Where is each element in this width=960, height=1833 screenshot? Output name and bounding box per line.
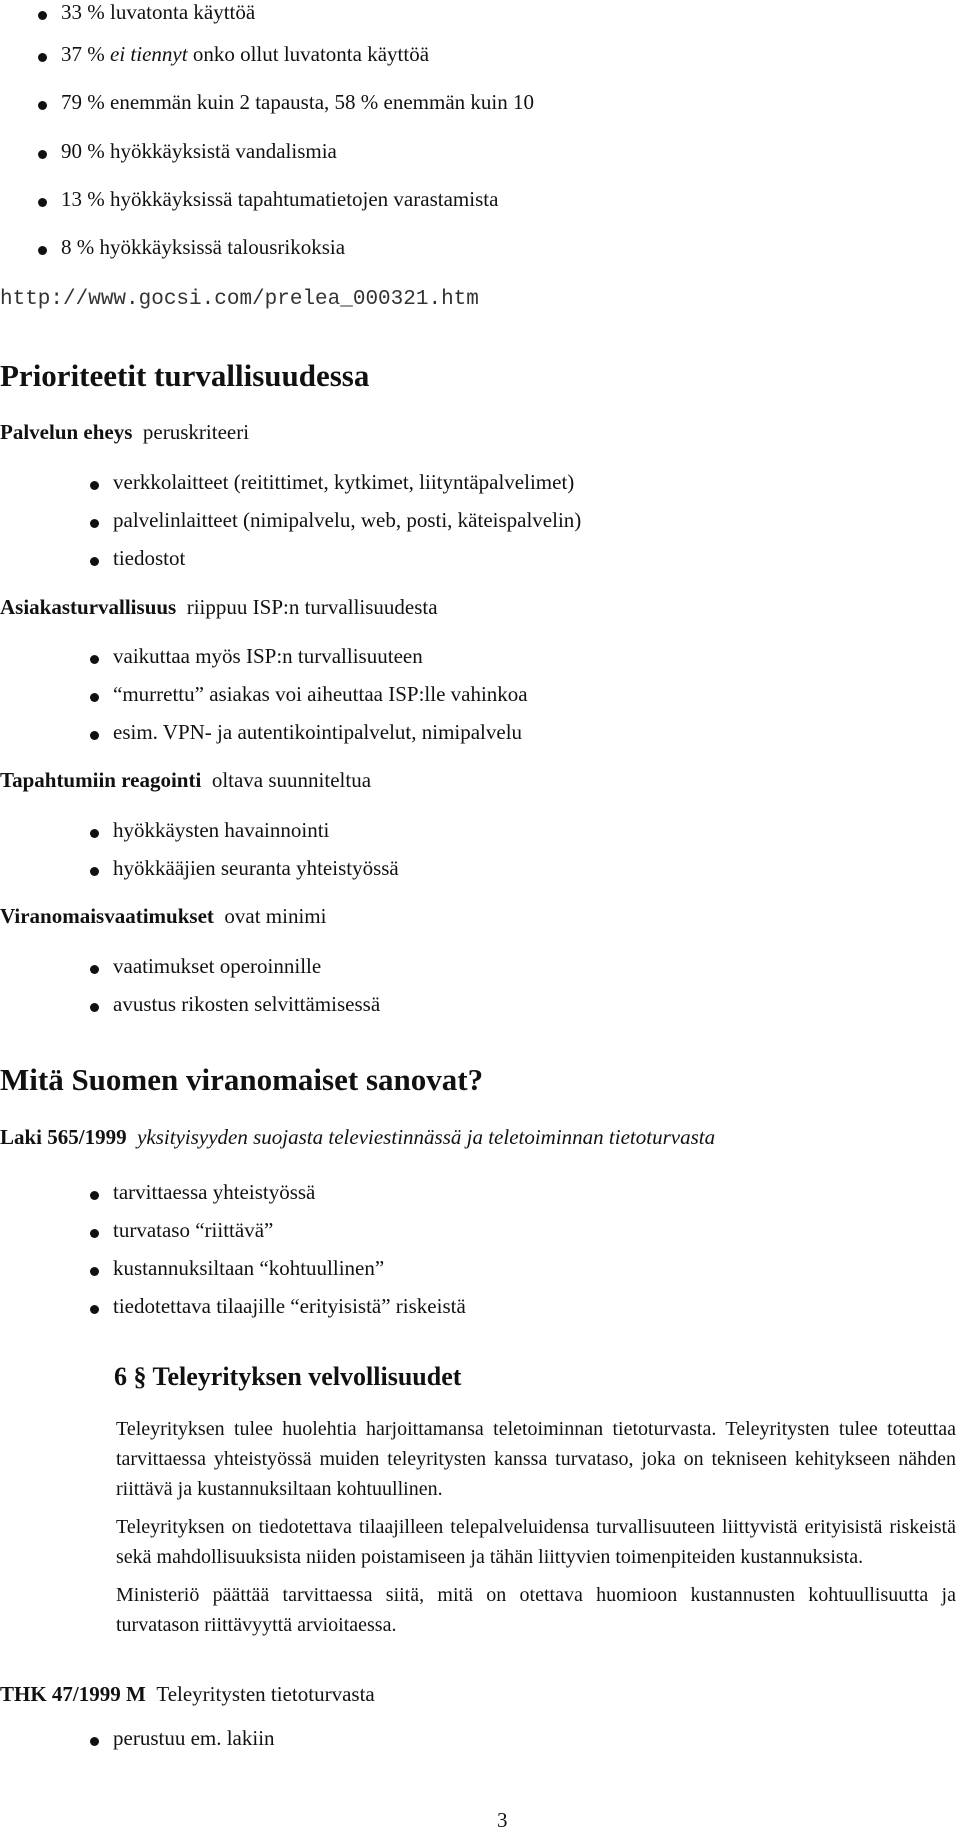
quote-paragraph: Teleyrityksen on tiedotettava tilaajilleen telepalveluidensa turvallisuuteen liittyvistä erityisistä riskeistä sekä mahdollisuuksista niiden poistamiseen ja tähän liittyvien toimenpiteiden kustannuksista. — [116, 1516, 956, 1568]
source-url[interactable]: http://www.gocsi.com/prelea_000321.htm — [0, 288, 479, 311]
quote-paragraph: Ministeriö päättää tarvittaessa siitä, mitä on otettava huomioon kustannusten kohtuullisuutta ja turvatason riittävyyttä arvioitaessa. — [116, 1584, 956, 1636]
bullet-dot — [90, 557, 99, 566]
quote-paragraph: Teleyrityksen tulee huolehtia harjoittamansa teletoiminnan tietoturvasta. Teleyritysten tulee toteuttaa tarvittaessa yhteistyössä muiden teleyritysten kanssa turvataso, joka on tekniseen kehitykseen nähden riittävä ja kustannuksiltaan kohtuullinen. — [116, 1418, 956, 1500]
bullet-dot — [90, 731, 99, 740]
list-item: hyökkääjien seuranta yhteistyössä — [113, 856, 399, 880]
term-description: riippuu ISP:n turvallisuudesta — [186, 595, 438, 619]
term-line — [0, 768, 371, 793]
bullet-dot — [90, 1737, 99, 1746]
bullet-dot — [90, 1305, 99, 1314]
list-item: hyökkäysten havainnointi — [113, 818, 330, 842]
bullet-dot — [90, 693, 99, 702]
term-line — [0, 1682, 375, 1707]
term-description: peruskriteeri — [142, 420, 250, 444]
list-item: 37 % ei tiennyt onko ollut luvatonta käyttöä — [61, 42, 430, 66]
list-item: avustus rikosten selvittämisessä — [113, 992, 381, 1016]
list-item: tarvittaessa yhteistyössä — [113, 1180, 316, 1204]
list-item: verkkolaitteet (reitittimet, kytkimet, liityntäpalvelimet) — [113, 470, 575, 494]
bullet-dot — [38, 246, 47, 255]
list-item: vaatimukset operoinnille — [113, 954, 322, 978]
list-item: perustuu em. lakiin — [113, 1726, 275, 1750]
list-item: 79 % enemmän kuin 2 tapausta, 58 % enemmän kuin 10 — [61, 90, 534, 114]
bullet-dot — [38, 101, 47, 110]
bullet-dot — [38, 11, 47, 20]
section-title: Prioriteetit turvallisuudessa — [0, 358, 370, 393]
list-item: turvataso “riittävä” — [113, 1218, 274, 1242]
term-line — [0, 904, 326, 929]
term: THK 47/1999 M — [0, 1682, 146, 1706]
list-item: “murrettu” asiakas voi aiheuttaa ISP:lle vahinkoa — [113, 682, 528, 706]
list-item: vaikuttaa myös ISP:n turvallisuuteen — [113, 644, 423, 668]
page-number: 3 — [497, 1808, 508, 1832]
term-line — [0, 420, 249, 445]
bullet-dot — [90, 1229, 99, 1238]
bullet-dot — [90, 1003, 99, 1012]
list-item: 8 % hyökkäyksissä talousrikoksia — [61, 235, 346, 259]
bullet-dot — [90, 519, 99, 528]
list-item: 33 % luvatonta käyttöä — [61, 0, 256, 24]
term: Viranomaisvaatimukset — [0, 904, 214, 928]
bullet-dot — [90, 1267, 99, 1276]
list-item: 90 % hyökkäyksistä vandalismia — [61, 139, 337, 163]
list-item: tiedotettava tilaajille “erityisistä” riskeistä — [113, 1294, 466, 1318]
term-line — [0, 1125, 715, 1150]
bullet-dot — [90, 1191, 99, 1200]
term-description: yksityisyyden suojasta televiestinnässä ja teletoiminnan tietoturvasta — [137, 1125, 716, 1149]
list-item: esim. VPN- ja autentikointipalvelut, nimipalvelu — [113, 720, 523, 744]
term-line — [0, 595, 438, 620]
list-item: kustannuksiltaan “kohtuullinen” — [113, 1256, 385, 1280]
emphasis: ei tiennyt — [110, 42, 188, 66]
list-item: tiedostot — [113, 546, 186, 570]
term-description: oltava suunniteltua — [211, 768, 372, 792]
quote-heading: 6 § Teleyrityksen velvollisuudet — [114, 1362, 462, 1391]
term: Laki 565/1999 — [0, 1125, 127, 1149]
bullet-dot — [90, 481, 99, 490]
term-description: ovat minimi — [224, 904, 327, 928]
term: Palvelun eheys — [0, 420, 133, 444]
section-title: Mitä Suomen viranomaiset sanovat? — [0, 1062, 484, 1097]
quote-body — [116, 1414, 956, 1648]
bullet-dot — [90, 965, 99, 974]
bullet-dot — [38, 53, 47, 62]
term: Asiakasturvallisuus — [0, 595, 177, 619]
list-item: palvelinlaitteet (nimipalvelu, web, posti, käteispalvelin) — [113, 508, 582, 532]
term-description: Teleyritysten tietoturvasta — [156, 1682, 375, 1706]
bullet-dot — [38, 150, 47, 159]
bullet-dot — [90, 655, 99, 664]
term: Tapahtumiin reagointi — [0, 768, 202, 792]
bullet-dot — [38, 198, 47, 207]
list-item: 13 % hyökkäyksissä tapahtumatietojen varastamista — [61, 187, 499, 211]
bullet-dot — [90, 829, 99, 838]
bullet-dot — [90, 867, 99, 876]
